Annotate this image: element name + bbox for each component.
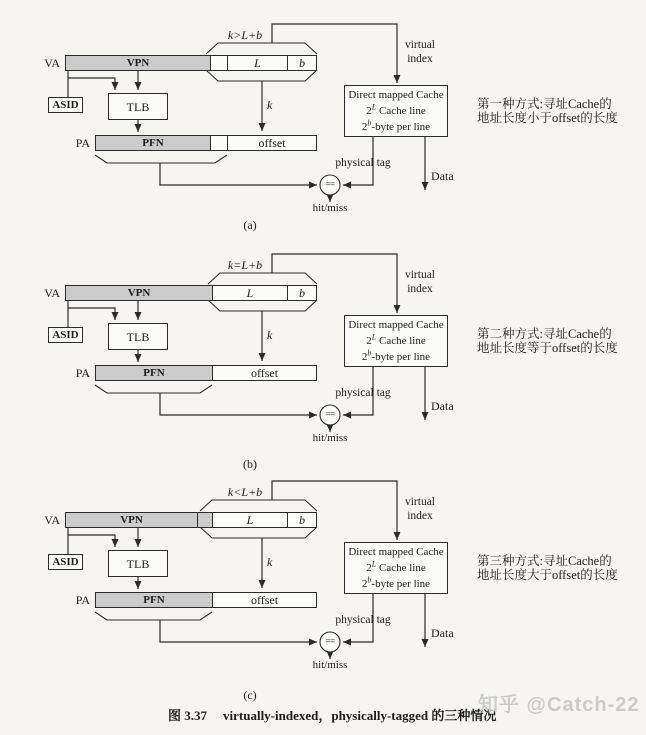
l-field [228, 56, 288, 70]
offset-label: offset [258, 136, 286, 150]
caption-text: virtually-indexed，physically-tagged 的三种情况 [223, 708, 497, 723]
diagram-sub-label: (c) [243, 688, 257, 702]
va-register-label: VA [44, 286, 60, 300]
vpn-field [66, 513, 198, 527]
va-bar [65, 285, 317, 301]
va-register-label: VA [44, 513, 60, 527]
vpn-label: VPN [120, 514, 143, 526]
capsule-brace-bottom [208, 300, 317, 311]
cache-box [344, 542, 448, 594]
pa-register-label: PA [75, 136, 90, 150]
data-label: Data [431, 169, 454, 183]
annotation-line-1: 第三种方式:寻址Cache的 [477, 554, 612, 568]
pfn-label: PFN [142, 137, 164, 149]
pfn-label: PFN [143, 367, 165, 379]
vpn-label: VPN [127, 287, 151, 299]
annotation-text [477, 97, 646, 125]
cache-box-title: Direct mapped Cache [348, 546, 444, 558]
comparator-label: == [325, 179, 335, 189]
annotation-line-1: 第二种方式:寻址Cache的 [477, 327, 612, 341]
offset-field [213, 593, 316, 607]
tlb-box [108, 550, 168, 577]
diagram-a [0, 10, 646, 250]
condition-label: k>L+b [227, 28, 263, 42]
pa-extra-segment [211, 136, 228, 150]
physical-tag-label: physical tag [335, 157, 391, 169]
offset-label: offset [250, 593, 279, 607]
capsule-brace-bottom [200, 527, 317, 538]
annotation-line-1: 第一种方式:寻址Cache的 [477, 97, 612, 111]
pfn-field [96, 593, 213, 607]
offset-field [228, 136, 316, 150]
asid-label: ASID [52, 329, 79, 341]
hit-miss-label: hit/miss [312, 659, 348, 671]
annotation-text [477, 327, 646, 355]
annotation-line-2: 地址长度等于offset的长度 [477, 341, 618, 355]
cache-line-count: $2^L$ Cache line [366, 102, 426, 117]
capsule-brace-top [208, 273, 317, 284]
capsule-brace-top [200, 500, 317, 511]
offset-field [213, 366, 316, 380]
k-label: k [267, 555, 273, 569]
cache-line-size: 2$^b$-byte per line [361, 575, 431, 590]
asid-box [48, 97, 83, 113]
physical-tag-label: physical tag [335, 387, 391, 399]
vpn-label: VPN [126, 57, 150, 69]
tlb-label: TLB [126, 100, 150, 114]
asid-box [48, 554, 83, 570]
pa-bar [95, 365, 317, 381]
hit-miss-label: hit/miss [312, 202, 348, 214]
asid-tlb-wire [68, 535, 115, 547]
offset-label: offset [250, 366, 279, 380]
pfn-brace [95, 385, 212, 393]
watermark: 知乎 @Catch-22 [478, 694, 640, 716]
condition-label: k<L+b [227, 485, 263, 499]
virtual-index-label: virtual index [404, 496, 436, 522]
b-field [288, 56, 316, 70]
condition-label: k=L+b [227, 258, 263, 272]
figure-caption [168, 705, 496, 724]
va-register-label: VA [44, 56, 60, 70]
va-bar [65, 512, 317, 528]
diagram-wires [0, 240, 646, 480]
annotation-text [477, 554, 646, 582]
asid-label: ASID [52, 99, 79, 111]
l-field-label: L [246, 286, 254, 300]
diagram-sub-label: (b) [243, 457, 257, 471]
annotation-line-2: 地址长度大于offset的长度 [477, 568, 618, 582]
tlb-label: TLB [126, 557, 150, 571]
b-field-label: b [299, 513, 305, 527]
b-field-label: b [299, 56, 305, 70]
asid-tlb-wire [68, 308, 115, 320]
diagram-sub-label: (a) [243, 218, 257, 232]
physical-address-tag-wire [160, 163, 317, 185]
pa-register-label: PA [75, 593, 90, 607]
pfn-field [96, 136, 211, 150]
b-field [288, 513, 316, 527]
pfn-brace [95, 612, 212, 620]
va-extra-segment [211, 56, 228, 70]
tlb-label: TLB [126, 330, 150, 344]
cache-box [344, 85, 448, 137]
cache-box-title: Direct mapped Cache [348, 319, 444, 331]
physical-address-tag-wire [160, 620, 317, 642]
caption-number: 图 3.37 [168, 708, 208, 723]
vpn-field [66, 286, 213, 300]
k-label: k [267, 98, 273, 112]
cache-line-count: $2^L$ Cache line [366, 332, 426, 347]
comparator-label: == [325, 409, 335, 419]
asid-label: ASID [52, 556, 79, 568]
b-field [288, 286, 316, 300]
va-bar [65, 55, 317, 71]
capsule-brace-bottom [206, 70, 317, 81]
hit-miss-label: hit/miss [312, 432, 348, 444]
tlb-box [108, 323, 168, 350]
pa-bar [95, 592, 317, 608]
diagram-wires [0, 10, 646, 250]
physical-tag-label: physical tag [335, 614, 391, 626]
cache-box-title: Direct mapped Cache [348, 89, 444, 101]
cache-line-count: $2^L$ Cache line [366, 559, 426, 574]
asid-tlb-wire [68, 78, 115, 90]
virtual-index-label: virtual index [404, 269, 436, 295]
virtual-index-label: virtual index [404, 39, 436, 65]
cache-box [344, 315, 448, 367]
pa-bar [95, 135, 317, 151]
comparator-label: == [325, 636, 335, 646]
pfn-label: PFN [143, 594, 165, 606]
data-label: Data [431, 626, 454, 640]
pfn-field [96, 366, 213, 380]
pfn-brace [95, 155, 227, 163]
l-field [213, 513, 288, 527]
cache-line-size: 2$^b$-byte per line [361, 348, 431, 363]
l-field-label: L [246, 513, 254, 527]
diagram-wires [0, 467, 646, 707]
l-field [213, 286, 288, 300]
physical-address-tag-wire [160, 393, 317, 415]
diagram-c [0, 467, 646, 707]
l-field-label: L [254, 56, 261, 70]
cache-line-size: 2$^b$-byte per line [361, 118, 431, 133]
asid-box [48, 327, 83, 343]
vpn-field [66, 56, 211, 70]
tlb-box [108, 93, 168, 120]
k-label: k [267, 328, 273, 342]
b-field-label: b [299, 286, 305, 300]
pa-register-label: PA [75, 366, 90, 380]
annotation-line-2: 地址长度小于offset的长度 [477, 111, 618, 125]
data-label: Data [431, 399, 454, 413]
diagram-b [0, 240, 646, 480]
va-extra-segment [198, 513, 213, 527]
capsule-brace-top [206, 43, 317, 54]
